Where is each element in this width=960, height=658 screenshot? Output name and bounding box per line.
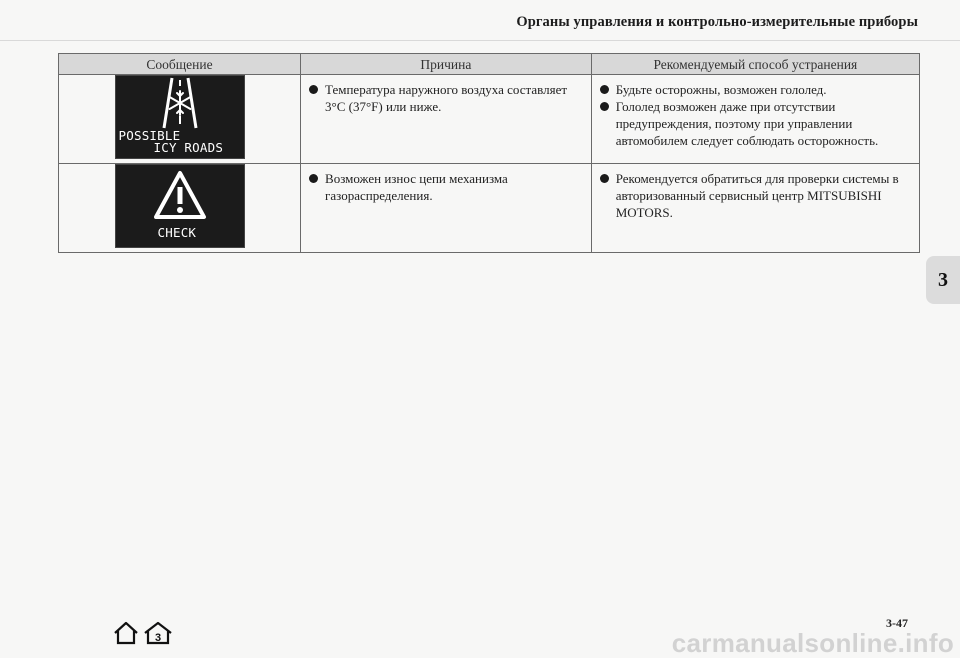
page-number: 3-47 bbox=[886, 616, 908, 630]
reason-item: Температура наружного воздуха составляет 3°C (37°F) или ниже. bbox=[325, 81, 585, 115]
table-header-row bbox=[59, 54, 920, 75]
chapter-tab[interactable]: 3 bbox=[926, 256, 960, 304]
action-cell bbox=[591, 164, 919, 253]
reason-cell bbox=[301, 164, 592, 253]
display-line-1: POSSIBLE bbox=[118, 128, 181, 143]
column-header-reason: Причина bbox=[301, 54, 592, 75]
message-cell bbox=[59, 164, 301, 253]
message-table bbox=[58, 53, 920, 253]
header-divider bbox=[0, 40, 960, 41]
action-item: Гололед возможен даже при отсутствии предупреждения, поэтому при управлении автомобилем следует соблюдать осторожность. bbox=[616, 98, 913, 149]
page-header-title: Органы управления и контрольно-измерительные приборы bbox=[516, 14, 918, 30]
column-header-message: Сообщение bbox=[59, 54, 301, 75]
chapter-home-icon[interactable] bbox=[143, 621, 173, 645]
chapter-home-label: 3 bbox=[154, 632, 162, 644]
check-display bbox=[115, 164, 245, 248]
home-icon[interactable] bbox=[113, 621, 139, 645]
action-cell bbox=[591, 75, 919, 164]
table-row bbox=[59, 75, 920, 164]
action-item: Будьте осторожны, возможен гололед. bbox=[616, 81, 913, 98]
table-row bbox=[59, 164, 920, 253]
action-item: Рекомендуется обратиться для проверки системы в авторизованный сервисный центр MITSUBISHI MOTORS. bbox=[616, 170, 913, 221]
column-header-action: Рекомендуемый способ устранения bbox=[591, 54, 919, 75]
display-line-1: CHECK bbox=[157, 225, 197, 240]
icy-roads-display bbox=[115, 75, 245, 159]
display-line-2: ICY ROADS bbox=[153, 140, 224, 155]
reason-item: Возможен износ цепи механизма газораспределения. bbox=[325, 170, 585, 204]
watermark: carmanualsonline.info bbox=[671, 628, 954, 658]
message-cell bbox=[59, 75, 301, 164]
reason-cell bbox=[301, 75, 592, 164]
